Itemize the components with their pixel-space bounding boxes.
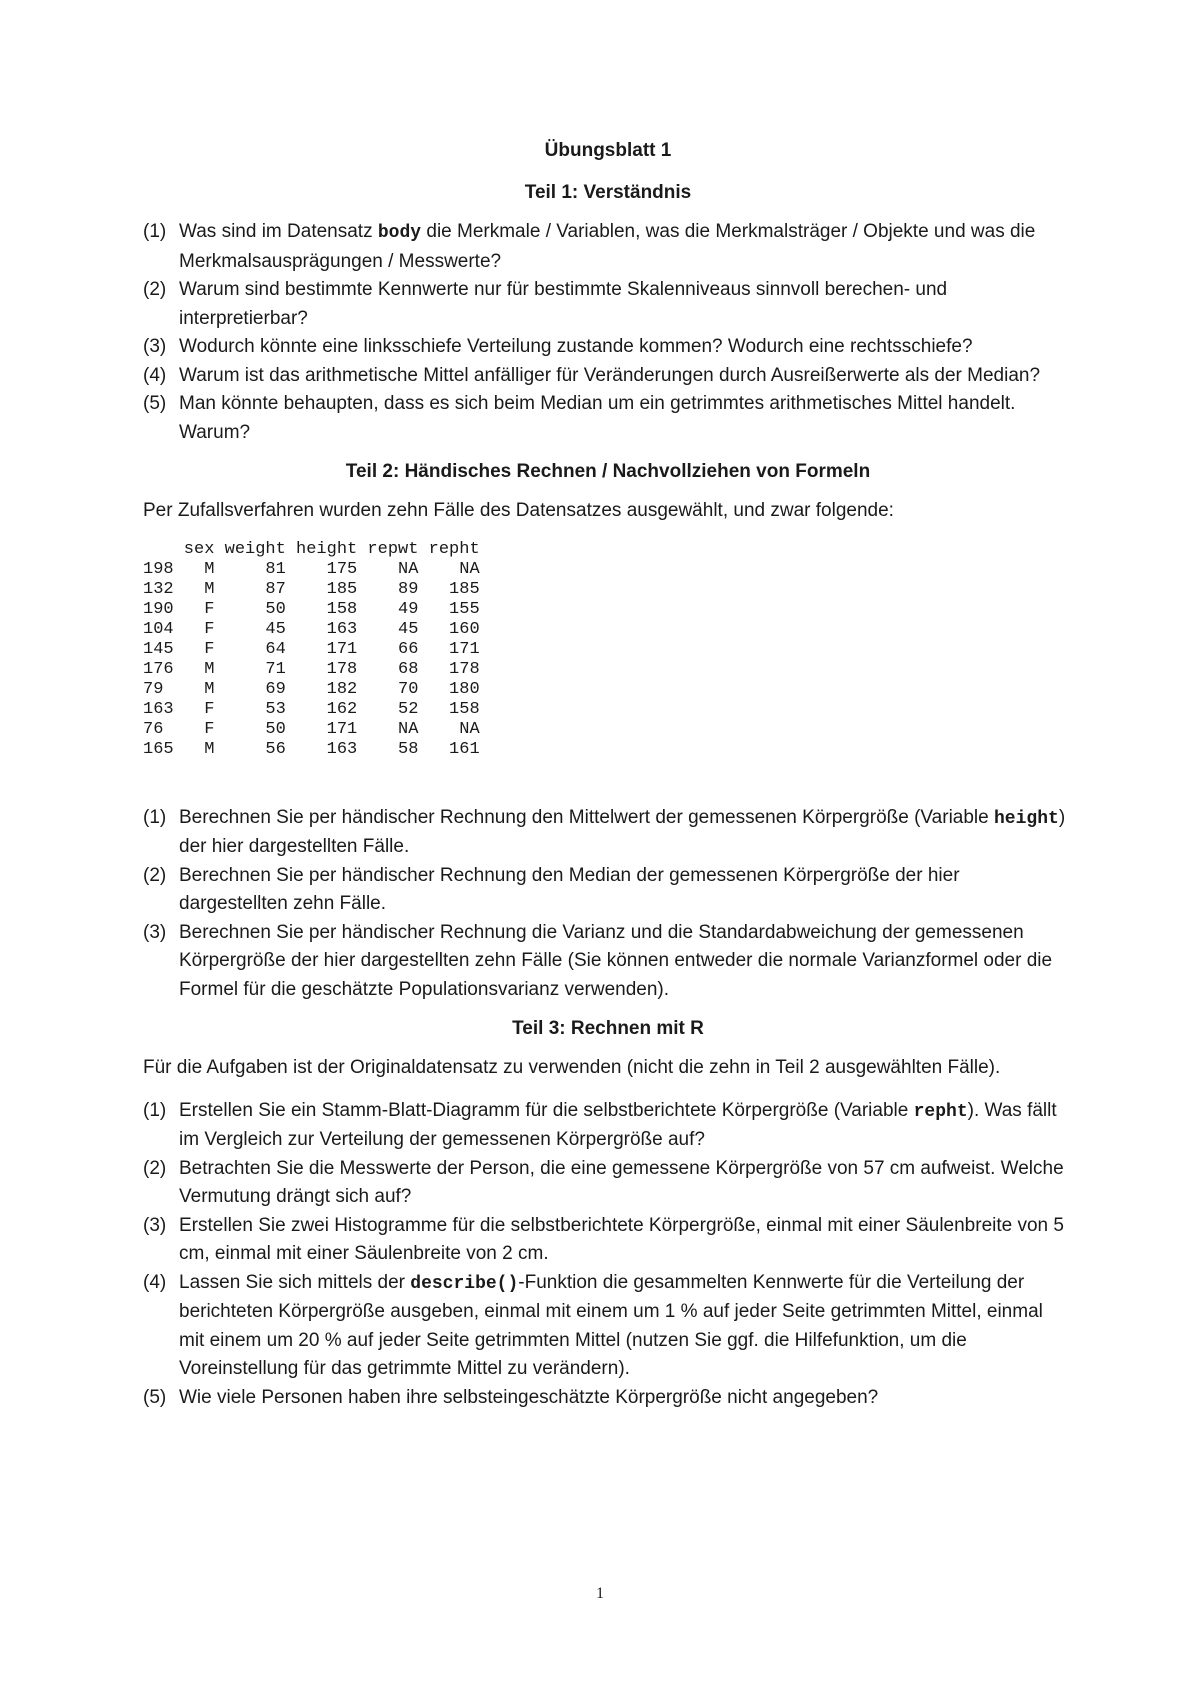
question-text: Man könnte behaupten, dass es sich beim Median um ein getrimmtes arithmetisches Mittel handelt. Warum? [179,393,1016,443]
table-row: 165 M 56 163 58 161 [143,739,480,759]
part1-question-list [143,218,1073,447]
question-text: Berechnen Sie per händischer Rechnung den Mittelwert der gemessenen Körpergröße (Variable [179,806,994,828]
part1-question-1 [143,218,1073,276]
part1-question-3 [143,333,1073,362]
page-number: 1 [596,1585,604,1602]
function-name-code: describe() [410,1273,519,1294]
question-text: Betrachten Sie die Messwerte der Person, die eine gemessene Körpergröße von 57 cm aufweist. Welche Vermutung drängt sich auf? [179,1157,1064,1207]
question-number: (4) [143,1271,167,1293]
table-row: 163 F 53 162 52 158 [143,699,480,719]
question-number: (5) [143,393,167,414]
part3-question-1 [143,1097,1073,1155]
question-text: Lassen Sie sich mittels der [179,1271,411,1293]
question-text: Berechnen Sie per händischer Rechnung den Median der gemessenen Körpergröße der hier dargestellten zehn Fälle. [179,864,960,914]
table-header: sex weight height repwt repht [143,539,480,559]
sample-data-table [143,540,1073,760]
part3-intro: Für die Aufgaben ist der Originaldatensatz zu verwenden (nicht die zehn in Teil 2 ausgewählten Fälle). [143,1057,1001,1078]
question-text: Warum sind bestimmte Kennwerte nur für bestimmte Skalenniveaus sinnvoll berechen- und interpretierbar? [179,279,948,329]
part2-heading: Teil 2: Händisches Rechnen / Nachvollziehen von Formeln [345,461,871,482]
part3-question-5 [143,1384,1073,1413]
table-row: 132 M 87 185 89 185 [143,579,480,599]
part3-question-4 [143,1269,1073,1384]
part2-question-3 [143,919,1073,1005]
question-number: (3) [143,336,167,357]
question-text: ) der hier dargestellten Fälle. [179,806,1066,857]
worksheet-title: Übungsblatt 1 [544,140,672,161]
part2-intro: Per Zufallsverfahren wurden zehn Fälle des Datensatzes ausgewählt, und zwar folgende: [143,500,894,521]
table-row: 190 F 50 158 49 155 [143,599,480,619]
question-number: (4) [143,364,167,386]
part2-question-2 [143,862,1073,919]
table-row: 79 M 69 182 70 180 [143,679,480,699]
document-page [143,138,1073,1412]
part1-question-2 [143,276,1073,333]
question-number: (3) [143,921,167,943]
question-number: (2) [143,864,167,886]
question-text: Wodurch könnte eine linksschiefe Verteilung zustande kommen? Wodurch eine rechtsschiefe? [179,336,973,357]
question-text: Erstellen Sie ein Stamm-Blatt-Diagramm für die selbstberichtete Körpergröße (Variable [179,1099,914,1121]
question-number: (1) [143,221,167,242]
table-row: 176 M 71 178 68 178 [143,659,480,679]
question-number: (2) [143,1157,167,1179]
question-number: (2) [143,279,167,300]
table-row: 104 F 45 163 45 160 [143,619,480,639]
question-text: ). Was fällt im Vergleich zur Verteilung der gemessenen Körpergröße auf? [179,1099,1057,1150]
question-number: (3) [143,1214,167,1236]
part3-question-3 [143,1212,1073,1269]
table-row: 198 M 81 175 NA NA [143,559,480,579]
part1-question-5 [143,390,1073,447]
part3-heading: Teil 3: Rechnen mit R [512,1018,704,1039]
question-text: Erstellen Sie zwei Histogramme für die selbstberichtete Körpergröße, einmal mit einer Säulenbreite von 5 cm, einmal mit einer Säulenbreite von 2 cm. [179,1214,1064,1264]
part3-question-list [143,1097,1073,1413]
question-text: Berechnen Sie per händischer Rechnung die Varianz und die Standardabweichung der gemessenen Körpergröße der hier dargestellten zehn Fälle (Sie können entweder die normale Varianzformel oder die Formel für die geschätzte Populationsvarianz verwenden). [179,921,1053,1000]
part2-question-list [143,804,1073,1005]
question-text: Wie viele Personen haben ihre selbsteingeschätzte Körpergröße nicht angegeben? [179,1386,879,1408]
part2-question-1 [143,804,1073,862]
question-text: -Funktion die gesammelten Kennwerte für die Verteilung der berichteten Körpergröße ausgeben, einmal mit einem um 1 % auf jeder Seite getrimmten Mittel, einmal mit einem um 20 % auf jeder Seite getrimmten Mittel (nutzen Sie ggf. die Hilfefunktion, um die Voreinstellung für das getrimmte Mittel zu verändern). [179,1271,1043,1379]
question-text: Warum ist das arithmetische Mittel anfälliger für Veränderungen durch Ausreißerwerte als der Median? [179,364,1041,386]
dataset-name-code: body [377,223,422,243]
question-text: die Merkmale / Variablen, was die Merkmalsträger / Objekte und was die Merkmalsausprägungen / Messwerte? [179,221,1036,272]
question-number: (1) [143,1099,167,1121]
table-row: 145 F 64 171 66 171 [143,639,480,659]
question-number: (5) [143,1386,167,1408]
part1-heading: Teil 1: Verständnis [524,182,692,203]
variable-name-code: repht [913,1101,968,1122]
variable-name-code: height [994,808,1059,829]
question-number: (1) [143,806,167,828]
question-text: Was sind im Datensatz [179,221,378,242]
part3-question-2 [143,1155,1073,1212]
table-row: 76 F 50 171 NA NA [143,719,480,739]
part1-question-4 [143,362,1073,391]
